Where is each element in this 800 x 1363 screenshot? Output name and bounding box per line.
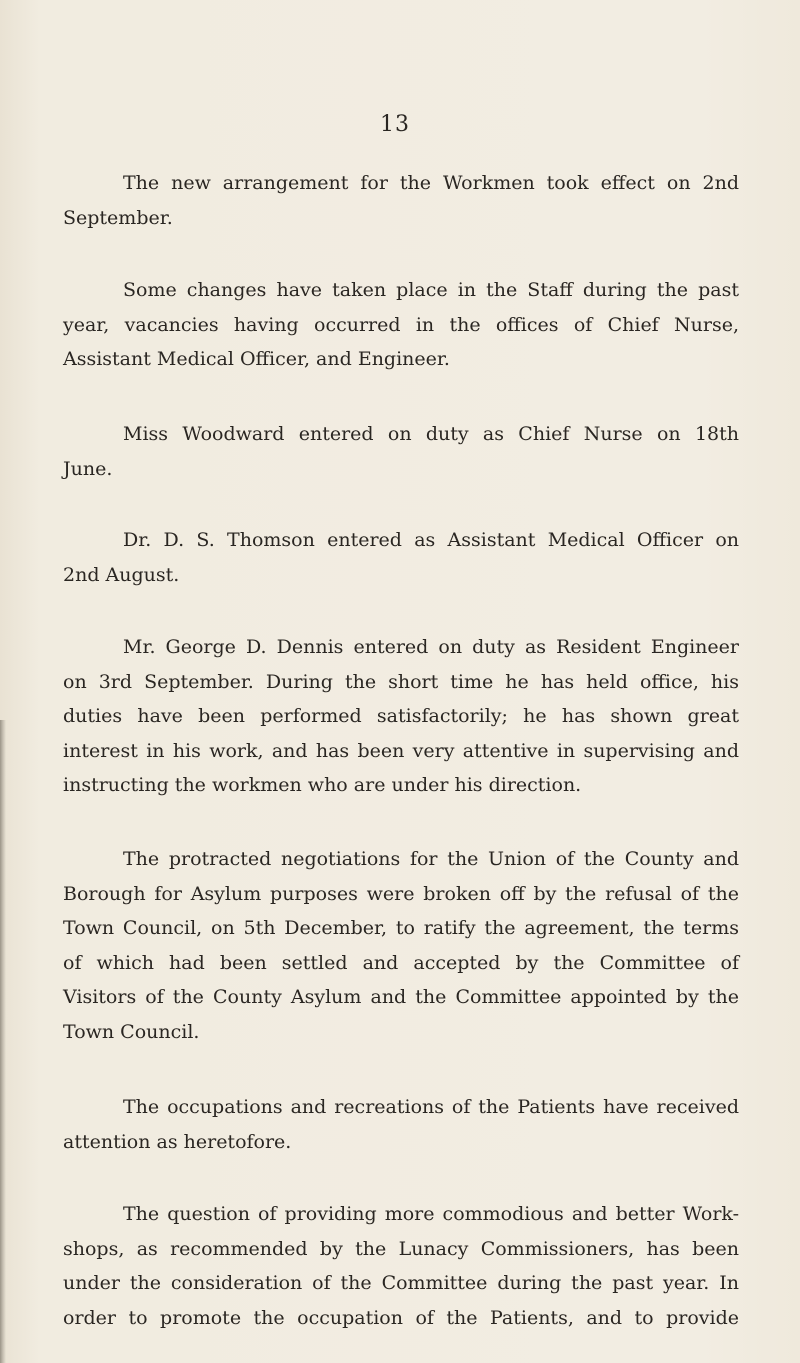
text-line: The new arrangement for the Workmen took effect on 2nd <box>123 172 739 194</box>
text-line: shops, as recommended by the Lunacy Commissioners, has been <box>63 1237 739 1260</box>
text-line: The question of providing more commodious and better Work- <box>123 1203 739 1225</box>
text-line: duties have been performed satisfactorily; he has shown great <box>63 705 739 727</box>
text-line: Visitors of the County Asylum and the Committee appointed by the <box>63 986 739 1008</box>
paragraph-workmen-arrangement <box>63 166 739 235</box>
paragraph-occupations <box>63 1090 739 1159</box>
text-line: Mr. George D. Dennis entered on duty as Resident Engineer <box>123 636 739 658</box>
text-line: order to promote the occupation of the Patients, and to provide <box>63 1306 739 1329</box>
text-line: September. <box>63 206 173 229</box>
page-binding-shadow <box>0 720 6 1363</box>
text-line: Town Council. <box>63 1020 200 1043</box>
paragraph-dr-thomson <box>63 523 739 592</box>
text-line: Assistant Medical Officer, and Engineer. <box>63 348 450 370</box>
paragraph-workshops <box>63 1197 739 1335</box>
page-number: 13 <box>380 112 410 137</box>
paragraph-miss-woodward <box>63 417 739 486</box>
text-line: Town Council, on 5th December, to ratify the agreement, the terms <box>63 917 739 939</box>
text-line: Borough for Asylum purposes were broken off by the refusal of the <box>63 882 739 905</box>
text-line: Miss Woodward entered on duty as Chief Nurse on 18th <box>123 423 739 445</box>
paragraph-union-negotiations <box>63 842 739 1049</box>
text-line: The protracted negotiations for the Union of the County and <box>123 848 739 870</box>
text-line: on 3rd September. During the short time he has held office, his <box>63 670 739 693</box>
text-line: of which had been settled and accepted by the Committee of <box>63 951 739 974</box>
paragraph-mr-dennis <box>63 630 739 803</box>
text-line: under the consideration of the Committee during the past year. In <box>63 1272 739 1294</box>
text-line: interest in his work, and has been very attentive in supervising and <box>63 739 739 762</box>
text-line: Some changes have taken place in the Staff during the past <box>123 279 739 301</box>
text-line: year, vacancies having occurred in the offices of Chief Nurse, <box>63 313 739 336</box>
paragraph-staff-changes <box>63 273 739 377</box>
text-line: attention as heretofore. <box>63 1130 292 1153</box>
text-line: instructing the workmen who are under his direction. <box>63 774 582 796</box>
text-line: 2nd August. <box>63 563 180 586</box>
text-line: June. <box>63 457 113 480</box>
text-line: Dr. D. S. Thomson entered as Assistant Medical Officer on <box>123 529 739 551</box>
text-line: The occupations and recreations of the Patients have received <box>123 1096 739 1118</box>
